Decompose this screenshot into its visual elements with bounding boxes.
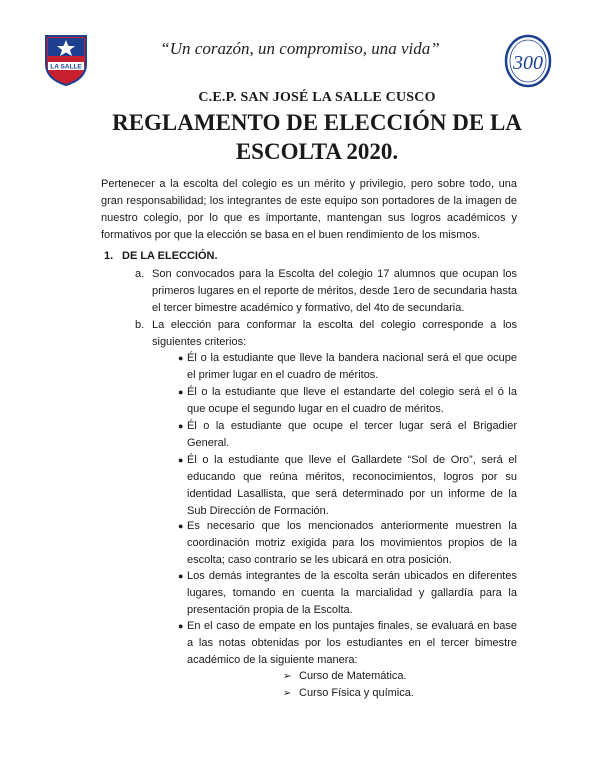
- criterion-item: [178, 384, 517, 418]
- bullet-icon: ●: [178, 571, 184, 581]
- criterion-text: Es necesario que los mencionados anteriormente muestren la coordinación motriz exigida para los movimientos propios de la escolta; caso contrario se les ubicará en otra posición.: [187, 520, 517, 566]
- bullet-icon: ●: [178, 455, 184, 465]
- svg-text:300: 300: [513, 52, 543, 74]
- course-item: [283, 685, 414, 702]
- anniversary-300-logo: [503, 33, 553, 89]
- criterion-item: [178, 452, 517, 520]
- criterion-text: Él o la estudiante que lleve la bandera nacional será el que ocupe el primer lugar en el cuadro de méritos.: [187, 352, 517, 381]
- criterion-item: [178, 418, 517, 452]
- arrow-bullet-icon: ➢: [283, 688, 292, 699]
- list-item-text: La elección para conformar la escolta del colegio corresponde a los siguientes criterios:: [152, 319, 517, 348]
- criterion-text: Él o la estudiante que lleve el estandarte del colegio será el ó la que ocupe el segundo lugar en el cuadro de méritos.: [187, 386, 517, 415]
- section-title: DE LA ELECCIÓN.: [122, 250, 218, 262]
- section-heading: [104, 250, 218, 262]
- list-item-b: [135, 317, 517, 351]
- intro-paragraph: Pertenecer a la escolta del colegio es un mérito y privilegio, pero sobre todo, una gran responsabilidad; los integrantes de este equipo son portadores de la imagen de nuestro colegio, por lo que es importante, mantengan sus logros académicos y formativos por que la elección se basa en el buen rendimiento de los mismos.: [101, 178, 517, 241]
- list-item-label: a.: [135, 268, 145, 280]
- school-motto: “Un corazón, un compromiso, una vida”: [160, 39, 440, 58]
- bullet-icon: ●: [178, 521, 184, 531]
- bullet-icon: ●: [178, 621, 184, 631]
- svg-text:LA SALLE: LA SALLE: [50, 63, 82, 71]
- criterion-item: [178, 518, 517, 569]
- course-item: [283, 668, 407, 685]
- criterion-text: Él o la estudiante que lleve el Gallardete “Sol de Oro”, será el educando que reúna méritos, reconocimientos, logros por su identidad Lasallista, que será determinado por un informe de la Sub Dirección de Formación.: [187, 454, 517, 517]
- criterion-item: [178, 568, 517, 619]
- document-title: REGLAMENTO DE ELECCIÓN DE LA ESCOLTA 2020.: [112, 110, 522, 164]
- bullet-icon: ●: [178, 421, 184, 431]
- criterion-text: En el caso de empate en los puntajes finales, se evaluará en base a las notas obtenidas por los estudiantes en el tercer bimestre académico de la siguiente manera:: [187, 620, 517, 666]
- criterion-text: Él o la estudiante que ocupe el tercer lugar será el Brigadier General.: [187, 420, 517, 449]
- section-number: 1.: [104, 250, 114, 262]
- list-item-a: [135, 266, 517, 317]
- la-salle-shield-logo: [44, 34, 88, 86]
- criterion-text: Los demás integrantes de la escolta serán ubicados en diferentes lugares, tomando en cuenta la marcialidad y gallardía para la presentación propia de la Escolta.: [187, 570, 517, 616]
- list-item-label: b.: [135, 319, 145, 331]
- list-item-text: Son convocados para la Escolta del colegio 17 alumnos que ocupan los primeros lugares en el reporte de méritos, desde 1ero de secundaria hasta el tercer bimestre académico y formativo, del 4to de secundaria.: [152, 268, 517, 314]
- bullet-icon: ●: [178, 387, 184, 397]
- arrow-bullet-icon: ➢: [283, 671, 292, 682]
- school-name: C.E.P. SAN JOSÉ LA SALLE CUSCO: [198, 90, 436, 105]
- course-text: Curso de Matemática.: [299, 670, 407, 682]
- criterion-item: [178, 618, 517, 669]
- criterion-item: [178, 350, 517, 384]
- course-text: Curso Física y química.: [299, 687, 414, 699]
- bullet-icon: ●: [178, 353, 184, 363]
